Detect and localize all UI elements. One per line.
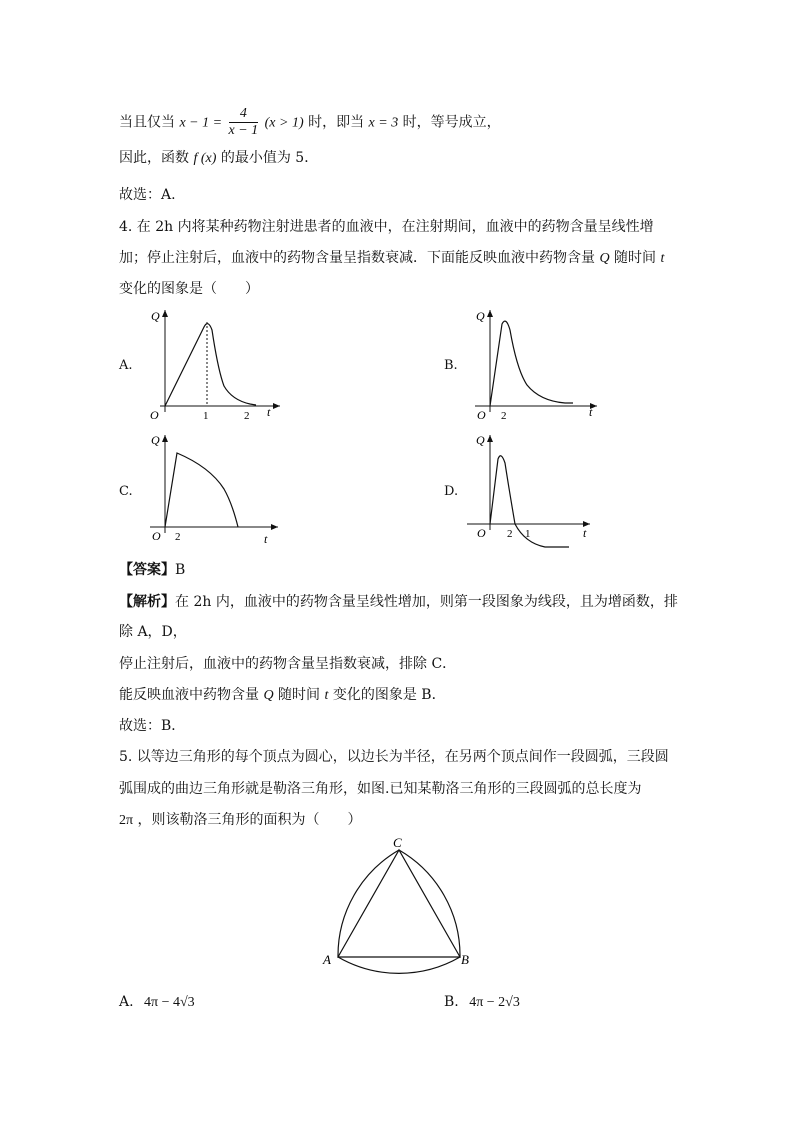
q5-stem-line1: 5. 以等边三角形的每个顶点为圆心，以边长为半径，在另两个顶点间作一段圆弧，三段圆 [119,749,669,765]
origin-label: O [477,526,486,540]
y-axis-arrow [162,435,168,442]
choice-line: 故选：A. [119,187,176,203]
answer-tag: 【答案】 [119,562,175,578]
origin-label: O [150,408,159,420]
answer-value: B [175,562,186,578]
curve [165,324,256,406]
q4-analysis-line2: 除 A，D， [119,624,187,640]
math-t: t [324,688,329,703]
math-q: Q [263,688,274,703]
x-axis-label: t [267,405,271,419]
q4-analysis-line5: 故选：B． [119,718,186,734]
graph-a [140,300,290,420]
text: 的最小值为 5． [220,150,319,166]
y-axis-label: Q [151,433,160,447]
fraction-denominator: x − 1 [228,123,259,138]
text: 能反映血液中药物含量 [119,687,259,703]
q5-stem-line2: 弧围成的曲边三角形就是勒洛三角形，如图.已知某勒洛三角形的三段圆弧的总长度为 [119,781,642,797]
option-d-label: D. [444,484,459,499]
math-equality: x = 3 [368,115,399,131]
q4-stem-line2 [119,248,664,269]
tick-label-2: 2 [175,531,181,543]
y-axis-label: Q [476,309,485,323]
graph-d [465,427,605,552]
x-axis-label: t [589,405,593,419]
vertex-label-b: B [461,952,469,967]
y-axis-label: Q [476,433,485,447]
tick-label-2: 2 [501,410,507,420]
analysis-tag: 【解析】 [119,594,175,610]
text: ，则该勒洛三角形的面积为（ ） [137,812,362,828]
x-axis-arrow [273,403,280,409]
y-axis-label: Q [151,309,160,323]
text: 时，即当 [308,114,365,131]
text: 在 2h 内，血液中的药物含量呈线性增加，则第一段图象为线段，且为增函数，排 [175,594,678,610]
math-condition: (x > 1) [264,115,304,131]
vertex-label-c: C [393,835,402,850]
q4-stem-line3: 变化的图象是（ ） [119,281,259,297]
math-function: f (x) [193,151,217,166]
math-q: Q [599,251,610,266]
option-value: 4π − 4√3 [144,995,195,1010]
curve [490,321,573,406]
x-axis-arrow [271,524,278,530]
option-label: A. [119,994,134,1010]
q4-answer [119,560,185,580]
tick-label-2: 2 [507,528,513,540]
curve [165,453,238,527]
text: 加；停止注射后，血液中的药物含量呈指数衰减．下面能反映血液中药物含量 [119,250,595,266]
reuleaux-triangle-figure [315,830,485,975]
q5-stem-line3 [119,810,362,831]
text: 因此，函数 [119,150,189,166]
option-label: B. [444,994,459,1010]
origin-label: O [152,529,161,543]
x-axis-label: t [583,526,587,540]
fraction [229,106,259,139]
q5-option-a [119,992,195,1013]
option-value: 4π − 2√3 [469,995,520,1010]
math-2pi: 2π [119,813,134,828]
option-b-label: B. [444,358,458,373]
q5-option-b [444,992,520,1013]
math-t: t [660,251,665,266]
graph-c [140,427,290,547]
option-c-label: C. [119,484,133,499]
tick-label-1: 1 [525,528,531,540]
math-lhs: x − 1 = [179,115,223,131]
graph-b [465,300,605,420]
option-a-label: A. [119,358,133,373]
text: 时，等号成立， [402,114,501,131]
equality-condition-line [119,106,501,139]
y-axis-arrow [162,310,168,317]
q4-analysis-line4 [119,685,446,706]
y-axis-arrow [487,310,493,317]
tick-label-2: 2 [244,410,250,420]
q4-analysis-line3: 停止注射后，血液中的药物含量呈指数衰减，排除 C． [119,656,457,672]
vertex-label-a: A [323,952,331,967]
q4-stem-line1: 4. 在 2h 内将某种药物注射进患者的血液中，在注射期间，血液中的药物含量呈线性增 [119,219,654,235]
x-axis-label: t [264,532,268,546]
y-axis-arrow [487,435,493,442]
equilateral-triangle [338,850,460,957]
q4-analysis-line1 [119,592,678,612]
arc-ba [338,957,460,973]
tick-label-1: 1 [203,410,209,420]
origin-label: O [477,408,486,420]
text: 随时间 [614,250,657,266]
text: 变化的图象是 B． [332,687,446,703]
fraction-numerator: 4 [229,106,259,123]
text: 当且仅当 [119,114,175,131]
minimum-value-line [119,148,318,169]
text: 随时间 [278,687,321,703]
